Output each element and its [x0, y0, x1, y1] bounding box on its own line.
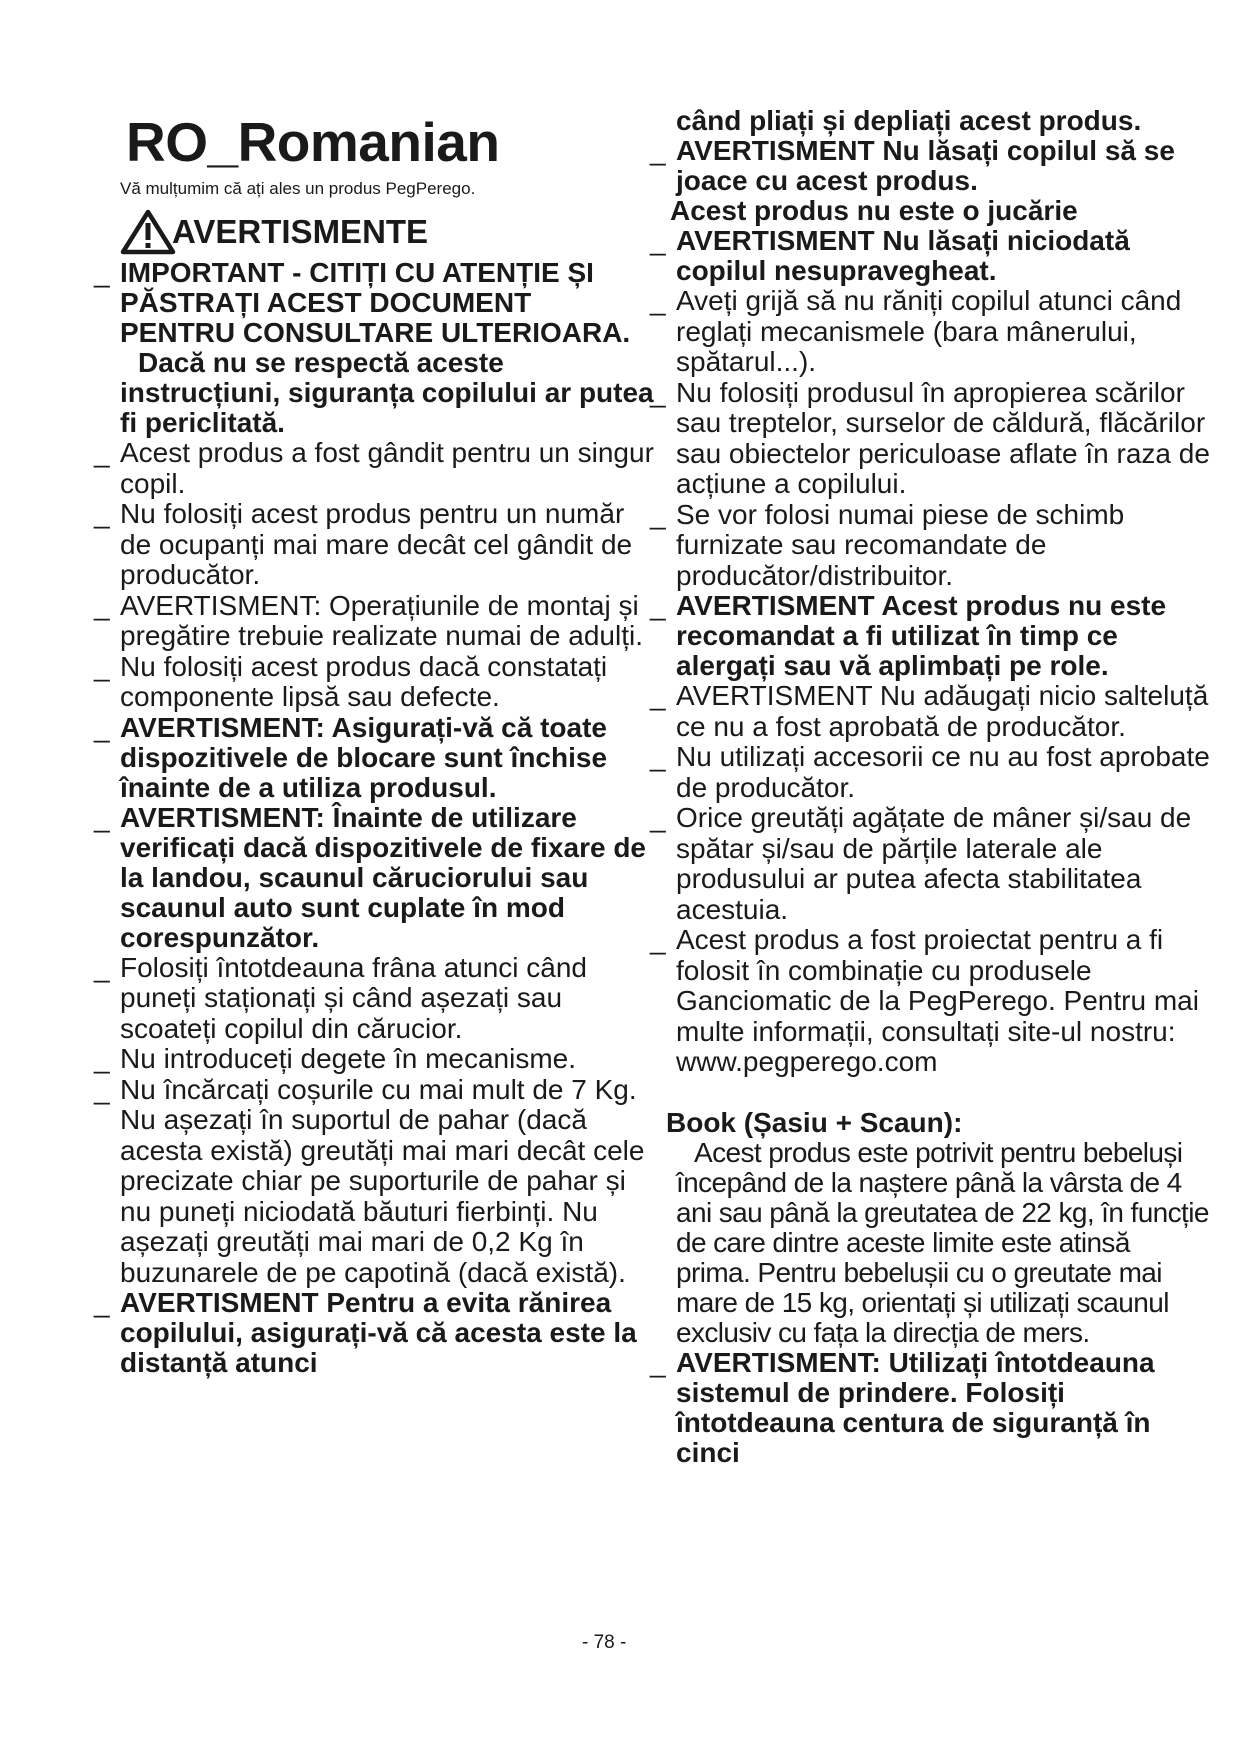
- list-item: _ Nu folosiți produsul în apropierea scărilor sau treptelor, surselor de căldură, flăcărilor sau obiectelor periculoase aflate în raza de acțiune a copilului.: [650, 376, 1210, 499]
- list-item: Dacă nu se respectă aceste instrucțiuni, siguranța copilului ar putea fi periclitată.: [120, 347, 654, 438]
- list-item: _ AVERTISMENT: Înainte de utilizare verificați dacă dispozitivele de fixare de la landou, scaunul căruciorului sau scaunul auto sunt cuplate în mod corespunzător.: [94, 801, 646, 953]
- list-item: _ Se vor folosi numai piese de schimb furnizate sau recomandate de producător/distribuitor.: [650, 498, 1125, 591]
- list-item: _ AVERTISMENT Pentru a evita rănirea copilului, asigurați-vă că acesta este la distanță atunci: [94, 1287, 637, 1378]
- left-warning-list: [94, 258, 654, 1378]
- list-item: _ Nu introduceți degete în mecanisme.: [94, 1043, 577, 1074]
- warning-triangle-icon: [120, 208, 176, 256]
- thank-you-subtitle: Vă mulțumim că ați ales un produs PegPerego.: [120, 179, 476, 198]
- list-item: când pliați și depliați acest produs.: [676, 105, 1142, 136]
- list-item: _ AVERTISMENT: Asigurați-vă că toate dispozitivele de blocare sunt închise înainte de a utiliza produsul.: [94, 711, 608, 803]
- list-item: _ AVERTISMENT Nu lăsați copilul să se joace cu acest produs.: [650, 135, 1175, 196]
- list-item: _ Nu încărcați coșurile cu mai mult de 7 Kg. Nu așezați în suportul de pahar (dacă acesta există) greutăți mai mari decât cele precizate chiar pe suporturile de pahar și nu puneți niciodată băuturi fierbinți. Nu așezați greutăți mai mari de 0,2 Kg în buzunarele de pe capotină (dacă există).: [94, 1073, 645, 1288]
- list-item: _ AVERTISMENT: Utilizați întotdeauna sistemul de prindere. Folosiți întotdeauna centura de siguranță în cinci: [650, 1346, 1155, 1468]
- book-section-heading: Book (Șasiu + Scaun):: [666, 1106, 963, 1138]
- list-item: _ Aveți grijă să nu răniți copilul atunci când reglați mecanismele (bara mânerului, spătarul...).: [650, 285, 1182, 377]
- list-item: _ AVERTISMENT Acest produs nu este recomandat a fi utilizat în timp ce alergați sau vă aplimbați pe role.: [650, 590, 1167, 681]
- list-item: _ Nu utilizați accesorii ce nu au fost aprobate de producător.: [650, 741, 1210, 803]
- list-item: _ IMPORTANT - CITIȚI CU ATENȚIE ȘI PĂSTRAȚI ACEST DOCUMENT PENTRU CONSULTARE ULTERIOARA.: [94, 257, 631, 348]
- list-item: _ AVERTISMENT: Operațiunile de montaj și pregătire trebuie realizate numai de adulți.: [94, 589, 643, 651]
- book-section-paragraph: Acest produs este potrivit pentru bebeluși începând de la naștere până la vârsta de 4 ani sau până la greutatea de 22 kg, în funcție de care dintre aceste limite este atinsă prima. Pentru bebelușii cu o greutate mai mare de 15 kg, orientați și utilizați scaunul exclusiv cu fața la direcția de mers.: [676, 1136, 1209, 1348]
- page-number: - 78 -: [582, 1632, 627, 1653]
- list-item: _ AVERTISMENT Nu lăsați niciodată copilul nesupravegheat.: [650, 225, 1130, 286]
- list-item: _ AVERTISMENT Nu adăugați nicio salteluță ce nu a fost aprobată de producător.: [650, 680, 1209, 742]
- right-warning-list: [650, 106, 1210, 1468]
- warnings-heading-label: AVERTISMENTE: [172, 213, 429, 250]
- list-item: Acest produs nu este o jucărie: [670, 195, 1078, 226]
- section-spacer: [650, 1078, 1210, 1108]
- list-item: _ Nu folosiți acest produs pentru un număr de ocupanți mai mare decât cel gândit de producător.: [94, 498, 633, 590]
- page-title: RO_Romanian: [126, 111, 500, 173]
- list-item: _ Acest produs a fost gândit pentru un singur copil.: [94, 437, 654, 499]
- warnings-heading: [120, 208, 428, 256]
- list-item: _ Acest produs a fost proiectat pentru a fi folosit în combinație cu produsele Ganciomatic de la PegPerego. Pentru mai multe informații, consultați site-ul nostru: www.pegperego.com: [650, 924, 1199, 1077]
- list-item: _ Nu folosiți acest produs dacă constatați componente lipsă sau defecte.: [94, 650, 608, 712]
- list-item: _ Folosiți întotdeauna frâna atunci când puneți staționați și când așezați sau scoateți copilul din cărucior.: [94, 951, 587, 1044]
- list-item: _ Orice greutăți agățate de mâner și/sau de spătar și/sau de părțile laterale ale produsului ar putea afecta stabilitatea acestuia.: [650, 802, 1192, 925]
